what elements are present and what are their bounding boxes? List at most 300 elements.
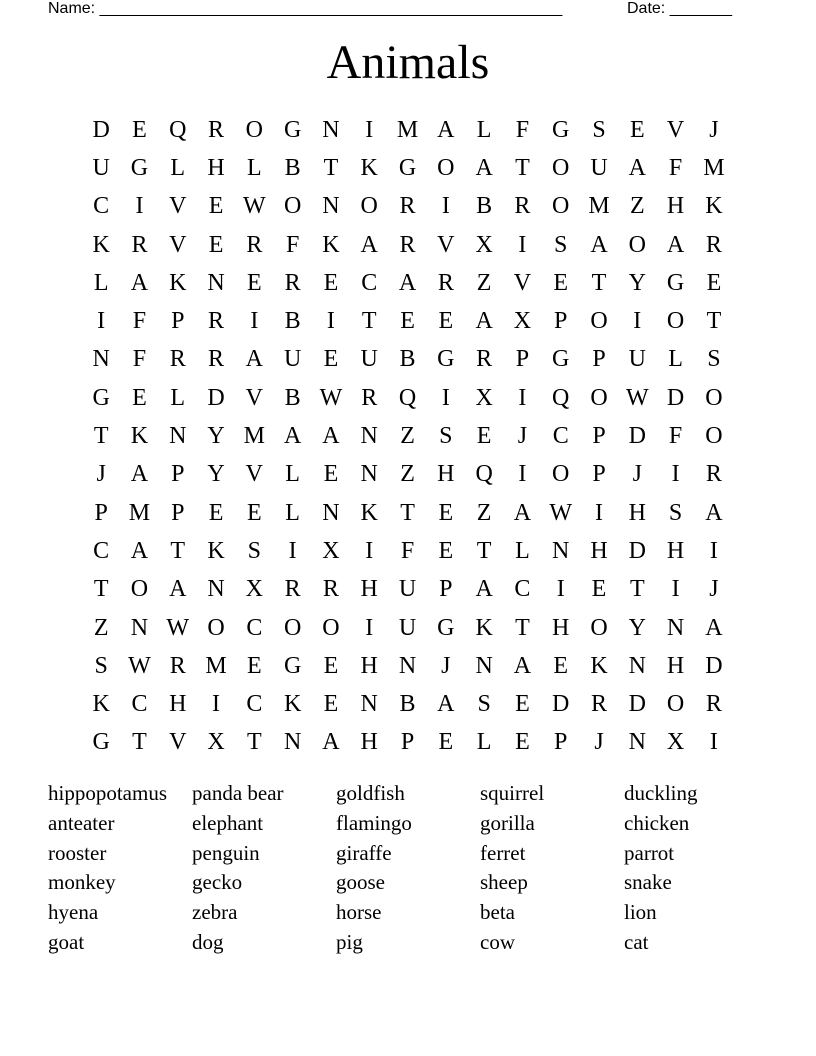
grid-letter: A [398, 269, 417, 296]
grid-letter: I [288, 537, 297, 564]
grid-letter: G [437, 614, 455, 641]
word-bank-item: hippopotamus [48, 781, 167, 805]
word-bank-item: chicken [624, 810, 690, 835]
grid-letter: T [170, 537, 186, 564]
grid-letter: O [552, 461, 570, 488]
grid-letter: E [706, 269, 722, 296]
grid-letter: A [283, 423, 302, 450]
date-field-label: Date: _______ [627, 0, 732, 17]
grid-letter: T [93, 423, 109, 450]
word-bank-item: snake [624, 870, 672, 895]
grid-letter: U [398, 614, 417, 641]
grid-letter: N [666, 614, 685, 641]
grid-letter: G [666, 269, 685, 296]
grid-letter: I [365, 614, 374, 641]
grid-letter: G [92, 729, 110, 756]
grid-letter: H [437, 461, 455, 488]
grid-letter: O [590, 614, 608, 641]
grid-letter: P [171, 499, 185, 526]
grid-letter: L [476, 116, 492, 143]
grid-letter: X [513, 308, 532, 335]
grid-letter: J [517, 423, 528, 450]
grid-letter: G [398, 154, 417, 181]
grid-letter: G [552, 346, 570, 373]
grid-letter: E [476, 423, 492, 450]
grid-letter: Z [476, 499, 492, 526]
grid-letter: T [706, 308, 722, 335]
grid-letter: R [169, 346, 186, 373]
grid-letter: B [399, 346, 416, 373]
grid-letter: O [590, 308, 608, 335]
grid-letter: N [628, 652, 646, 679]
grid-letter: N [322, 116, 340, 143]
grid-letter: K [92, 231, 110, 258]
grid-letter: U [283, 346, 302, 373]
grid-letter: R [208, 346, 225, 373]
grid-letter: O [437, 154, 455, 181]
grid-letter: A [475, 154, 493, 181]
grid-letter: E [247, 269, 262, 296]
grid-letter: A [169, 576, 187, 603]
grid-letter: X [322, 537, 340, 564]
grid-letter: Q [552, 384, 570, 411]
grid-letter: K [207, 537, 225, 564]
grid-letter: T [132, 729, 147, 756]
word-bank-item: goldfish [336, 781, 405, 805]
grid-letter: E [553, 269, 569, 296]
grid-letter: A [513, 652, 532, 679]
grid-letter: P [400, 729, 415, 756]
grid-letter: L [515, 537, 530, 564]
grid-letter: R [514, 193, 531, 220]
grid-letter: A [437, 691, 455, 718]
grid-letter: G [130, 154, 149, 181]
grid-letter: Z [400, 461, 415, 488]
grid-letter: E [323, 691, 339, 718]
grid-letter: U [92, 154, 110, 181]
grid-letter: D [705, 652, 723, 679]
grid-letter: A [590, 231, 608, 258]
grid-letter: P [592, 461, 606, 488]
grid-letter: I [365, 116, 374, 143]
grid-letter: A [130, 269, 149, 296]
grid-letter: I [671, 461, 680, 488]
grid-letter: D [207, 384, 225, 411]
grid-letter: I [556, 576, 565, 603]
grid-letter: N [628, 729, 646, 756]
grid-letter: O [360, 193, 378, 220]
grid-letter: I [518, 384, 527, 411]
grid-letter: A [322, 729, 340, 756]
grid-letter: T [515, 154, 530, 181]
grid-letter: E [438, 308, 454, 335]
grid-letter: N [360, 423, 378, 450]
grid-letter: K [283, 691, 302, 718]
grid-letter: V [245, 461, 263, 488]
grid-letter: F [132, 308, 147, 335]
grid-letter: R [437, 269, 454, 296]
grid-letter: O [130, 576, 149, 603]
grid-letter: H [590, 537, 608, 564]
grid-letter: R [705, 691, 722, 718]
grid-letter: W [625, 384, 649, 411]
grid-letter: S [707, 346, 721, 373]
grid-letter: O [283, 614, 302, 641]
grid-letter: A [130, 537, 149, 564]
grid-letter: P [515, 346, 530, 373]
grid-letter: K [130, 423, 149, 450]
grid-letter: E [323, 461, 339, 488]
word-bank-item: dog [192, 929, 224, 954]
grid-letter: Y [628, 269, 646, 296]
grid-letter: T [323, 154, 339, 181]
grid-letter: C [93, 193, 110, 220]
grid-letter: J [709, 116, 719, 143]
grid-letter: A [322, 423, 340, 450]
grid-letter: Z [93, 614, 109, 641]
grid-letter: F [515, 116, 530, 143]
name-field-label: Name: ____________________________________________________ [48, 0, 563, 17]
word-bank-item: beta [480, 900, 515, 925]
grid-letter: R [361, 384, 378, 411]
grid-letter: X [207, 729, 225, 756]
grid-letter: I [135, 193, 144, 220]
grid-letter: Q [169, 116, 187, 143]
grid-letter: G [283, 652, 302, 679]
grid-letter: R [246, 231, 263, 258]
grid-letter: I [518, 461, 527, 488]
grid-letter: W [128, 652, 151, 679]
grid-letter: I [518, 231, 527, 258]
grid-letter: E [323, 346, 339, 373]
grid-letter: Q [475, 461, 493, 488]
word-bank-item: squirrel [480, 781, 545, 805]
grid-letter: V [169, 193, 187, 220]
grid-letter: Z [400, 423, 415, 450]
grid-letter: N [283, 729, 302, 756]
word-bank-item: cow [480, 929, 515, 954]
grid-letter: K [475, 614, 493, 641]
grid-letter: R [284, 269, 301, 296]
grid-letter: N [207, 269, 225, 296]
grid-letter: U [360, 346, 378, 373]
grid-letter: C [361, 269, 378, 296]
grid-letter: R [322, 576, 339, 603]
grid-letter: G [283, 116, 302, 143]
grid-letter: E [515, 729, 530, 756]
grid-letter: C [552, 423, 569, 450]
grid-letter: D [666, 384, 685, 411]
grid-letter: O [590, 384, 608, 411]
grid-letter: L [93, 269, 109, 296]
grid-letter: H [360, 729, 378, 756]
grid-letter: K [92, 691, 110, 718]
grid-letter: A [628, 154, 646, 181]
grid-letter: Z [629, 193, 645, 220]
grid-letter: E [438, 537, 454, 564]
grid-letter: K [705, 193, 723, 220]
grid-letter: M [128, 499, 151, 526]
grid-letter: L [170, 154, 186, 181]
grid-letter: E [629, 116, 645, 143]
word-bank-item: goose [336, 870, 385, 895]
grid-letter: P [592, 423, 606, 450]
grid-letter: A [705, 614, 723, 641]
grid-letter: B [399, 691, 416, 718]
grid-letter: O [705, 384, 723, 411]
grid-letter: N [360, 691, 378, 718]
grid-letter: S [668, 499, 683, 526]
grid-letter: T [93, 576, 109, 603]
grid-letter: O [207, 614, 225, 641]
grid-letter: O [552, 154, 570, 181]
grid-letter: P [554, 729, 568, 756]
grid-letter: N [475, 652, 493, 679]
word-bank-item: giraffe [336, 840, 392, 865]
grid-letter: N [130, 614, 149, 641]
grid-letter: S [94, 652, 108, 679]
grid-letter: L [170, 384, 186, 411]
grid-letter: I [633, 308, 642, 335]
grid-letter: X [475, 384, 493, 411]
grid-letter: L [476, 729, 492, 756]
grid-letter: H [666, 652, 685, 679]
grid-letter: L [285, 461, 300, 488]
grid-letter: O [552, 193, 570, 220]
word-bank-item: lion [624, 900, 657, 925]
grid-letter: H [628, 499, 646, 526]
grid-letter: L [247, 154, 262, 181]
grid-letter: A [666, 231, 685, 258]
grid-letter: X [245, 576, 263, 603]
grid-letter: A [130, 461, 149, 488]
word-bank-item: zebra [192, 900, 238, 925]
word-bank-item: penguin [192, 840, 260, 865]
grid-letter: N [207, 576, 225, 603]
grid-letter: A [437, 116, 455, 143]
grid-letter: U [628, 346, 646, 373]
word-bank-item: duckling [624, 781, 698, 805]
grid-letter: X [666, 729, 685, 756]
word-bank [48, 779, 768, 958]
grid-letter: H [552, 614, 570, 641]
grid-letter: Y [207, 461, 225, 488]
word-bank-item: rooster [48, 840, 107, 865]
grid-letter: I [250, 308, 259, 335]
grid-letter: H [360, 652, 378, 679]
grid-letter: O [283, 193, 302, 220]
grid-letter: R [399, 193, 416, 220]
grid-letter: F [132, 346, 147, 373]
grid-letter: N [398, 652, 417, 679]
grid-letter: M [205, 652, 227, 679]
grid-letter: S [439, 423, 453, 450]
grid-letter: S [554, 231, 568, 258]
grid-letter: I [441, 384, 450, 411]
grid-letter: I [671, 576, 680, 603]
grid-letter: Q [398, 384, 417, 411]
grid-letter: C [246, 614, 263, 641]
grid-letter: T [247, 729, 262, 756]
grid-letter: V [437, 231, 455, 258]
grid-letter: I [365, 537, 374, 564]
grid-letter: D [628, 691, 646, 718]
grid-letter: M [588, 193, 610, 220]
grid-letter: E [208, 193, 224, 220]
grid-letter: Y [628, 614, 646, 641]
grid-letter: P [171, 461, 185, 488]
grid-letter: P [171, 308, 185, 335]
grid-letter: H [360, 576, 378, 603]
grid-letter: O [705, 423, 723, 450]
grid-letter: U [398, 576, 417, 603]
grid-letter: G [552, 116, 570, 143]
grid-letter: P [439, 576, 453, 603]
grid-letter: G [437, 346, 455, 373]
grid-letter: N [552, 537, 570, 564]
grid-letter: D [92, 116, 110, 143]
grid-letter: R [169, 652, 186, 679]
grid-letter: R [591, 691, 608, 718]
grid-letter: N [360, 461, 378, 488]
grid-letter: N [322, 193, 340, 220]
grid-letter: V [169, 231, 187, 258]
grid-letter: E [247, 652, 262, 679]
grid-letter: R [131, 231, 148, 258]
grid-letter: L [668, 346, 683, 373]
grid-letter: J [441, 652, 451, 679]
grid-letter: B [284, 154, 301, 181]
grid-letter: E [591, 576, 607, 603]
grid-letter: D [628, 537, 646, 564]
word-bank-item: pig [336, 929, 363, 954]
grid-letter: A [705, 499, 723, 526]
grid-letter: I [97, 308, 106, 335]
grid-letter: W [549, 499, 573, 526]
grid-letter: E [323, 652, 339, 679]
grid-letter: M [703, 154, 725, 181]
grid-letter: O [245, 116, 263, 143]
grid-letter: O [628, 231, 646, 258]
grid-letter: E [438, 499, 454, 526]
grid-letter: P [94, 499, 108, 526]
grid-letter: J [709, 576, 719, 603]
grid-letter: E [553, 652, 569, 679]
grid-letter: P [592, 346, 606, 373]
grid-letter: I [326, 308, 335, 335]
grid-letter: K [322, 231, 340, 258]
grid-letter: W [319, 384, 343, 411]
grid-letter: T [591, 269, 607, 296]
grid-letter: I [595, 499, 603, 526]
grid-letter: V [169, 729, 187, 756]
grid-letter: S [477, 691, 491, 718]
grid-letter: I [709, 729, 718, 756]
word-bank-item: hyena [48, 900, 99, 925]
grid-letter: L [285, 499, 300, 526]
grid-letter: E [247, 499, 262, 526]
grid-letter: H [666, 193, 685, 220]
worksheet-header [48, 0, 748, 21]
grid-letter: O [666, 691, 685, 718]
word-bank-item: elephant [192, 810, 264, 835]
grid-letter: S [592, 116, 606, 143]
grid-letter: D [552, 691, 570, 718]
grid-letter: X [475, 231, 493, 258]
grid-letter: E [438, 729, 454, 756]
grid-letter: R [208, 116, 225, 143]
grid-letter: E [208, 499, 224, 526]
word-bank-item: sheep [480, 870, 528, 895]
grid-letter: C [514, 576, 531, 603]
grid-letter: C [93, 537, 110, 564]
grid-letter: C [246, 691, 263, 718]
word-bank-item: cat [624, 929, 649, 954]
grid-letter: C [131, 691, 148, 718]
grid-letter: K [360, 499, 378, 526]
grid-letter: A [475, 308, 493, 335]
word-bank-item: flamingo [336, 810, 412, 835]
grid-letter: F [400, 537, 415, 564]
grid-letter: F [668, 423, 683, 450]
grid-letter: O [666, 308, 685, 335]
grid-letter: R [705, 461, 722, 488]
grid-letter: A [475, 576, 493, 603]
grid-letter: N [322, 499, 340, 526]
grid-letter: F [668, 154, 683, 181]
word-bank-item: gorilla [480, 810, 535, 835]
grid-letter: F [285, 231, 300, 258]
grid-letter: T [629, 576, 645, 603]
word-bank-item: goat [48, 929, 85, 954]
word-search-grid [82, 111, 734, 762]
word-bank-item: anteater [48, 810, 115, 835]
grid-letter: J [632, 461, 642, 488]
grid-letter: V [245, 384, 263, 411]
grid-letter: T [400, 499, 415, 526]
grid-letter: H [169, 691, 187, 718]
grid-letter: I [441, 193, 450, 220]
grid-letter: P [554, 308, 568, 335]
grid-letter: H [207, 154, 225, 181]
grid-letter: J [96, 461, 106, 488]
grid-letter: A [513, 499, 532, 526]
word-bank-item: parrot [624, 840, 675, 865]
grid-letter: H [666, 537, 685, 564]
grid-letter: I [709, 537, 718, 564]
word-bank-item: ferret [480, 840, 526, 865]
grid-letter: K [169, 269, 187, 296]
grid-letter: T [361, 308, 377, 335]
grid-letter: Z [476, 269, 492, 296]
grid-letter: S [247, 537, 262, 564]
grid-letter: E [132, 384, 147, 411]
grid-letter: V [666, 116, 685, 143]
grid-letter: A [360, 231, 378, 258]
word-bank-item: monkey [48, 870, 116, 895]
word-bank-item: horse [336, 900, 382, 925]
grid-letter: V [513, 269, 532, 296]
grid-letter: A [245, 346, 263, 373]
grid-letter: K [360, 154, 378, 181]
grid-letter: Y [207, 423, 225, 450]
word-bank-item: gecko [192, 870, 243, 895]
grid-letter: G [92, 384, 110, 411]
grid-letter: R [476, 346, 493, 373]
grid-letter: R [208, 308, 225, 335]
grid-letter: D [628, 423, 646, 450]
grid-letter: E [132, 116, 147, 143]
